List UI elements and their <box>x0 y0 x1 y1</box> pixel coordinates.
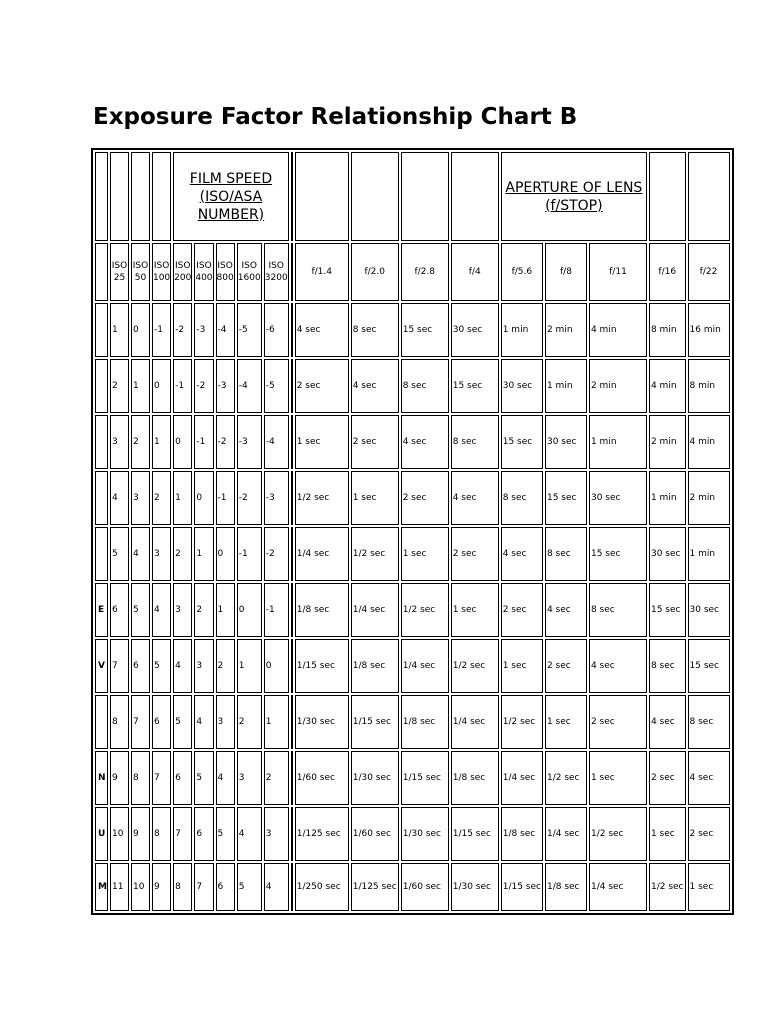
ev-cell: 1 <box>131 359 150 413</box>
ev-cell: 6 <box>216 863 235 911</box>
exposure-time-cell: 1/2 sec <box>351 527 399 581</box>
exposure-time-cell: 4 sec <box>545 583 587 637</box>
exposure-time-cell: 8 sec <box>649 639 686 693</box>
exposure-time-cell: 8 sec <box>545 527 587 581</box>
exposure-time-cell: 1/60 sec <box>401 863 449 911</box>
table-row <box>95 863 730 911</box>
ev-cell: 3 <box>173 583 192 637</box>
exposure-time-cell: 1/8 sec <box>351 639 399 693</box>
ev-cell: 8 <box>152 807 171 861</box>
ev-cell: 5 <box>110 527 129 581</box>
header-spacer-cell <box>649 152 686 241</box>
exposure-time-cell: 1/4 sec <box>351 583 399 637</box>
row-label <box>95 527 108 581</box>
ev-cell: 1 <box>173 471 192 525</box>
exposure-time-cell: 1 sec <box>295 415 349 469</box>
exposure-time-cell: 4 min <box>589 303 647 357</box>
exposure-time-cell: 30 sec <box>451 303 499 357</box>
exposure-time-cell: 1 sec <box>688 863 730 911</box>
ev-cell: -1 <box>216 471 235 525</box>
exposure-time-cell: 1/15 sec <box>501 863 543 911</box>
ev-cell: 7 <box>110 639 129 693</box>
ev-cell: 0 <box>131 303 150 357</box>
aperture-column-header: f/11 <box>589 243 647 301</box>
exposure-time-cell: 8 sec <box>688 695 730 749</box>
iso-column-header: ISO 800 <box>216 243 235 301</box>
exposure-time-cell: 8 min <box>649 303 686 357</box>
exposure-time-cell: 1/8 sec <box>545 863 587 911</box>
exposure-time-cell: 2 sec <box>351 415 399 469</box>
aperture-column-header: f/8 <box>545 243 587 301</box>
row-divider-cell <box>291 415 293 469</box>
row-divider-cell <box>291 695 293 749</box>
ev-cell: 7 <box>194 863 213 911</box>
ev-cell: 0 <box>152 359 171 413</box>
ev-cell: -3 <box>264 471 289 525</box>
ev-cell: 3 <box>237 751 262 805</box>
heading-row <box>95 152 730 241</box>
iso-column-header: ISO 100 <box>152 243 171 301</box>
exposure-time-cell: 1/125 sec <box>351 863 399 911</box>
header-spacer-cell <box>152 152 171 241</box>
ev-cell: -5 <box>237 303 262 357</box>
exposure-time-cell: 30 sec <box>589 471 647 525</box>
row-divider-cell <box>291 471 293 525</box>
row-divider-cell <box>291 639 293 693</box>
exposure-time-cell: 1/15 sec <box>351 695 399 749</box>
ev-cell: -4 <box>237 359 262 413</box>
exposure-time-cell: 8 sec <box>501 471 543 525</box>
row-label <box>95 303 108 357</box>
exposure-time-cell: 2 sec <box>649 751 686 805</box>
ev-cell: -3 <box>194 303 213 357</box>
exposure-time-cell: 1/125 sec <box>295 807 349 861</box>
row-label: E <box>95 583 108 637</box>
exposure-time-cell: 4 sec <box>649 695 686 749</box>
iso-column-header: ISO 1600 <box>237 243 262 301</box>
ev-cell: 0 <box>264 639 289 693</box>
ev-cell: -1 <box>264 583 289 637</box>
ev-cell: 9 <box>131 807 150 861</box>
table-row <box>95 303 730 357</box>
exposure-time-cell: 4 sec <box>589 639 647 693</box>
ev-cell: -1 <box>152 303 171 357</box>
exposure-time-cell: 2 sec <box>688 807 730 861</box>
exposure-time-cell: 1/15 sec <box>451 807 499 861</box>
ev-cell: 4 <box>264 863 289 911</box>
exposure-time-cell: 1 sec <box>649 807 686 861</box>
exposure-time-cell: 8 sec <box>589 583 647 637</box>
header-spacer-cell <box>351 152 399 241</box>
exposure-time-cell: 2 sec <box>589 695 647 749</box>
exposure-time-cell: 15 sec <box>501 415 543 469</box>
ev-cell: -1 <box>194 415 213 469</box>
column-header-spacer <box>95 243 108 301</box>
aperture-column-header: f/1.4 <box>295 243 349 301</box>
row-label <box>95 471 108 525</box>
row-label: M <box>95 863 108 911</box>
exposure-time-cell: 1/8 sec <box>401 695 449 749</box>
exposure-time-cell: 30 sec <box>501 359 543 413</box>
exposure-time-cell: 1/4 sec <box>501 751 543 805</box>
row-divider-cell <box>291 863 293 911</box>
exposure-time-cell: 1 min <box>589 415 647 469</box>
ev-cell: -1 <box>173 359 192 413</box>
row-divider-cell <box>291 359 293 413</box>
table-row <box>95 639 730 693</box>
ev-cell: 6 <box>131 639 150 693</box>
ev-cell: 8 <box>110 695 129 749</box>
exposure-time-cell: 1/30 sec <box>401 807 449 861</box>
table-row <box>95 583 730 637</box>
ev-cell: 9 <box>152 863 171 911</box>
ev-cell: 2 <box>173 527 192 581</box>
exposure-time-cell: 1/2 sec <box>451 639 499 693</box>
table-row <box>95 807 730 861</box>
row-divider-cell <box>291 807 293 861</box>
exposure-time-cell: 15 sec <box>649 583 686 637</box>
exposure-time-cell: 15 sec <box>451 359 499 413</box>
exposure-time-cell: 15 sec <box>589 527 647 581</box>
ev-cell: 1 <box>194 527 213 581</box>
page-title: Exposure Factor Relationship Chart B <box>93 104 578 130</box>
ev-cell: 5 <box>216 807 235 861</box>
exposure-table-body <box>95 152 730 911</box>
ev-cell: 5 <box>173 695 192 749</box>
ev-cell: -5 <box>264 359 289 413</box>
header-divider-cell <box>291 152 293 241</box>
ev-cell: 6 <box>152 695 171 749</box>
ev-cell: 4 <box>216 751 235 805</box>
exposure-time-cell: 1/2 sec <box>295 471 349 525</box>
exposure-time-cell: 4 sec <box>451 471 499 525</box>
exposure-time-cell: 1/2 sec <box>589 807 647 861</box>
iso-column-header: ISO 50 <box>131 243 150 301</box>
exposure-time-cell: 2 min <box>649 415 686 469</box>
ev-cell: 10 <box>131 863 150 911</box>
exposure-time-cell: 1/2 sec <box>401 583 449 637</box>
ev-cell: 5 <box>152 639 171 693</box>
exposure-time-cell: 1/30 sec <box>295 695 349 749</box>
exposure-time-cell: 4 sec <box>401 415 449 469</box>
ev-cell: 3 <box>264 807 289 861</box>
exposure-time-cell: 1/8 sec <box>295 583 349 637</box>
row-label: V <box>95 639 108 693</box>
ev-cell: 2 <box>110 359 129 413</box>
exposure-time-cell: 1/60 sec <box>295 751 349 805</box>
exposure-time-cell: 1 sec <box>351 471 399 525</box>
row-divider-cell <box>291 751 293 805</box>
ev-cell: 1 <box>110 303 129 357</box>
ev-cell: -2 <box>264 527 289 581</box>
header-spacer-cell <box>131 152 150 241</box>
exposure-time-cell: 2 sec <box>401 471 449 525</box>
table-row <box>95 471 730 525</box>
aperture-column-header: f/2.8 <box>401 243 449 301</box>
ev-cell: -4 <box>216 303 235 357</box>
exposure-time-cell: 15 sec <box>401 303 449 357</box>
ev-cell: 5 <box>237 863 262 911</box>
row-divider-cell <box>291 303 293 357</box>
column-header-row <box>95 243 730 301</box>
ev-cell: 0 <box>216 527 235 581</box>
aperture-column-header: f/16 <box>649 243 686 301</box>
exposure-time-cell: 2 min <box>688 471 730 525</box>
exposure-time-cell: 2 sec <box>295 359 349 413</box>
ev-cell: 2 <box>216 639 235 693</box>
ev-cell: 5 <box>131 583 150 637</box>
ev-cell: -2 <box>237 471 262 525</box>
exposure-time-cell: 1 sec <box>545 695 587 749</box>
exposure-time-cell: 30 sec <box>649 527 686 581</box>
exposure-time-cell: 1/4 sec <box>295 527 349 581</box>
ev-cell: 8 <box>173 863 192 911</box>
exposure-time-cell: 8 sec <box>351 303 399 357</box>
ev-cell: 0 <box>237 583 262 637</box>
ev-cell: 7 <box>173 807 192 861</box>
table-row <box>95 415 730 469</box>
header-spacer-cell <box>110 152 129 241</box>
ev-cell: -3 <box>237 415 262 469</box>
table-row <box>95 527 730 581</box>
exposure-time-cell: 16 min <box>688 303 730 357</box>
exposure-time-cell: 1/4 sec <box>545 807 587 861</box>
column-divider-cell <box>291 243 293 301</box>
row-label <box>95 695 108 749</box>
exposure-time-cell: 1 min <box>501 303 543 357</box>
ev-cell: 7 <box>131 695 150 749</box>
row-label: N <box>95 751 108 805</box>
header-spacer-cell <box>451 152 499 241</box>
exposure-time-cell: 1 sec <box>401 527 449 581</box>
exposure-table-wrapper <box>91 148 734 915</box>
exposure-time-cell: 1/2 sec <box>545 751 587 805</box>
exposure-time-cell: 1/8 sec <box>501 807 543 861</box>
iso-column-header: ISO 200 <box>173 243 192 301</box>
ev-cell: -2 <box>216 415 235 469</box>
header-spacer-cell <box>95 152 108 241</box>
exposure-time-cell: 1/8 sec <box>451 751 499 805</box>
ev-cell: 4 <box>131 527 150 581</box>
ev-cell: 3 <box>216 695 235 749</box>
iso-column-header: ISO 3200 <box>264 243 289 301</box>
aperture-column-header: f/4 <box>451 243 499 301</box>
ev-cell: 3 <box>194 639 213 693</box>
exposure-time-cell: 1/2 sec <box>501 695 543 749</box>
exposure-time-cell: 2 min <box>545 303 587 357</box>
ev-cell: 2 <box>194 583 213 637</box>
exposure-time-cell: 2 min <box>589 359 647 413</box>
exposure-time-cell: 1/30 sec <box>351 751 399 805</box>
ev-cell: 4 <box>110 471 129 525</box>
exposure-time-cell: 1/250 sec <box>295 863 349 911</box>
exposure-time-cell: 4 min <box>649 359 686 413</box>
ev-cell: 0 <box>173 415 192 469</box>
row-label <box>95 415 108 469</box>
ev-cell: 4 <box>237 807 262 861</box>
ev-cell: 3 <box>152 527 171 581</box>
exposure-time-cell: 4 sec <box>351 359 399 413</box>
exposure-time-cell: 8 sec <box>401 359 449 413</box>
ev-cell: -6 <box>264 303 289 357</box>
ev-cell: 1 <box>152 415 171 469</box>
exposure-time-cell: 1 min <box>688 527 730 581</box>
exposure-time-cell: 2 sec <box>501 583 543 637</box>
ev-cell: 7 <box>152 751 171 805</box>
exposure-time-cell: 1/4 sec <box>451 695 499 749</box>
ev-cell: -3 <box>216 359 235 413</box>
ev-cell: 10 <box>110 807 129 861</box>
ev-cell: 9 <box>110 751 129 805</box>
ev-cell: 2 <box>264 751 289 805</box>
exposure-time-cell: 1/2 sec <box>649 863 686 911</box>
ev-cell: -4 <box>264 415 289 469</box>
exposure-time-cell: 15 sec <box>688 639 730 693</box>
ev-cell: -1 <box>237 527 262 581</box>
film-speed-heading: FILM SPEED (ISO/ASA NUMBER) <box>173 152 289 241</box>
exposure-time-cell: 30 sec <box>688 583 730 637</box>
ev-cell: -2 <box>194 359 213 413</box>
exposure-table <box>91 148 734 915</box>
exposure-time-cell: 4 sec <box>295 303 349 357</box>
ev-cell: 5 <box>194 751 213 805</box>
ev-cell: 6 <box>110 583 129 637</box>
exposure-time-cell: 8 sec <box>451 415 499 469</box>
exposure-time-cell: 4 sec <box>501 527 543 581</box>
ev-cell: 1 <box>264 695 289 749</box>
exposure-time-cell: 1/4 sec <box>589 863 647 911</box>
ev-cell: -2 <box>173 303 192 357</box>
row-divider-cell <box>291 527 293 581</box>
table-row <box>95 751 730 805</box>
exposure-time-cell: 2 sec <box>545 639 587 693</box>
header-spacer-cell <box>401 152 449 241</box>
exposure-time-cell: 1/60 sec <box>351 807 399 861</box>
ev-cell: 0 <box>194 471 213 525</box>
header-spacer-cell <box>688 152 730 241</box>
exposure-time-cell: 15 sec <box>545 471 587 525</box>
table-row <box>95 359 730 413</box>
ev-cell: 2 <box>237 695 262 749</box>
exposure-time-cell: 1 min <box>649 471 686 525</box>
exposure-time-cell: 1 sec <box>589 751 647 805</box>
ev-cell: 3 <box>110 415 129 469</box>
ev-cell: 4 <box>152 583 171 637</box>
exposure-time-cell: 1/4 sec <box>401 639 449 693</box>
table-row <box>95 695 730 749</box>
iso-column-header: ISO 400 <box>194 243 213 301</box>
ev-cell: 1 <box>216 583 235 637</box>
exposure-time-cell: 30 sec <box>545 415 587 469</box>
ev-cell: 3 <box>131 471 150 525</box>
exposure-time-cell: 1 sec <box>501 639 543 693</box>
exposure-time-cell: 1/15 sec <box>401 751 449 805</box>
ev-cell: 2 <box>152 471 171 525</box>
exposure-time-cell: 1/30 sec <box>451 863 499 911</box>
exposure-time-cell: 8 min <box>688 359 730 413</box>
ev-cell: 1 <box>237 639 262 693</box>
exposure-time-cell: 4 sec <box>688 751 730 805</box>
row-label <box>95 359 108 413</box>
aperture-column-header: f/22 <box>688 243 730 301</box>
aperture-column-header: f/5.6 <box>501 243 543 301</box>
header-spacer-cell <box>295 152 349 241</box>
ev-cell: 4 <box>194 695 213 749</box>
exposure-time-cell: 2 sec <box>451 527 499 581</box>
row-label: U <box>95 807 108 861</box>
exposure-time-cell: 4 min <box>688 415 730 469</box>
row-divider-cell <box>291 583 293 637</box>
ev-cell: 11 <box>110 863 129 911</box>
exposure-time-cell: 1 min <box>545 359 587 413</box>
exposure-time-cell: 1/15 sec <box>295 639 349 693</box>
ev-cell: 6 <box>194 807 213 861</box>
aperture-column-header: f/2.0 <box>351 243 399 301</box>
ev-cell: 2 <box>131 415 150 469</box>
exposure-time-cell: 1 sec <box>451 583 499 637</box>
aperture-heading: APERTURE OF LENS (f/STOP) <box>501 152 647 241</box>
ev-cell: 8 <box>131 751 150 805</box>
iso-column-header: ISO 25 <box>110 243 129 301</box>
ev-cell: 4 <box>173 639 192 693</box>
ev-cell: 6 <box>173 751 192 805</box>
